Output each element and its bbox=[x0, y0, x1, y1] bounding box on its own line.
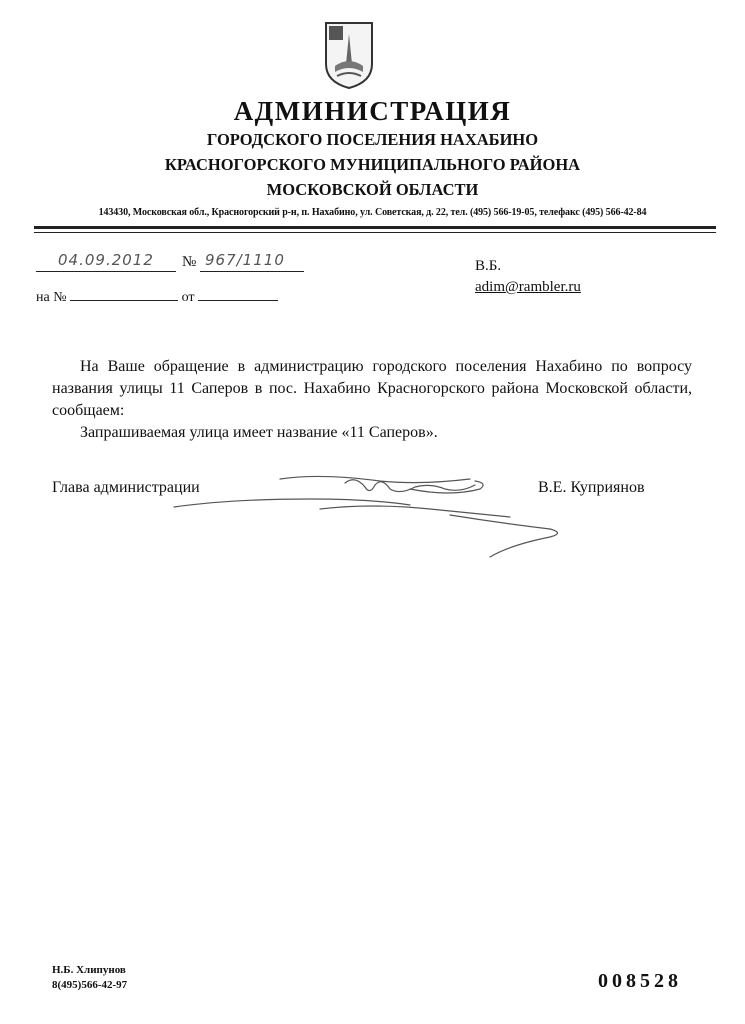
reference-from-label: от bbox=[181, 290, 195, 305]
executor-name: Н.Б. Хлипунов bbox=[52, 964, 126, 976]
registration-number: 008528 bbox=[598, 970, 682, 992]
reference-line bbox=[36, 290, 278, 306]
recipient-name: В.Б. bbox=[475, 258, 502, 274]
signer-name: В.Е. Куприянов bbox=[538, 479, 645, 496]
reference-date-blank bbox=[198, 300, 278, 301]
handwritten-signature-icon bbox=[170, 465, 570, 575]
number-underline bbox=[200, 271, 304, 272]
reference-prefix: на № bbox=[36, 290, 67, 305]
outgoing-number: 967/1110 bbox=[205, 251, 285, 269]
outgoing-date: 04.09.2012 bbox=[58, 251, 154, 269]
header-rule-thick bbox=[34, 226, 716, 229]
header-address: 143430, Московская обл., Красногорский р-н, п. Нахабино, ул. Советская, д. 22, тел. (495) 566-19-05, телефакс (495) 566-42-84 bbox=[98, 207, 647, 218]
recipient-email-link[interactable]: adim@rambler.ru bbox=[475, 279, 581, 295]
outgoing-number-symbol: № bbox=[182, 254, 197, 270]
letter-body bbox=[52, 356, 692, 444]
reference-number-blank bbox=[70, 300, 178, 301]
signer-title: Глава администрации bbox=[52, 479, 200, 496]
executor-block bbox=[52, 963, 127, 993]
header-rule-thin bbox=[34, 232, 716, 233]
body-paragraph-1: На Ваше обращение в администрацию городского поселения Нахабино по вопросу названия улицы 11 Саперов в пос. Нахабино Красногорского района Московской области, сообщаем: bbox=[52, 358, 692, 419]
date-underline bbox=[36, 271, 176, 272]
header-line-3: МОСКОВСКОЙ ОБЛАСТИ bbox=[266, 180, 479, 199]
header-title: АДМИНИСТРАЦИЯ bbox=[233, 96, 512, 126]
body-paragraph-2: Запрашиваемая улица имеет название «11 Саперов». bbox=[80, 424, 438, 441]
recipient-block bbox=[475, 256, 581, 298]
executor-phone: 8(495)566-42-97 bbox=[52, 979, 128, 991]
header-line-2: КРАСНОГОРСКОГО МУНИЦИПАЛЬНОГО РАЙОНА bbox=[164, 155, 581, 174]
coat-of-arms-icon bbox=[323, 20, 375, 90]
header-line-1: ГОРОДСКОГО ПОСЕЛЕНИЯ НАХАБИНО bbox=[206, 130, 539, 149]
